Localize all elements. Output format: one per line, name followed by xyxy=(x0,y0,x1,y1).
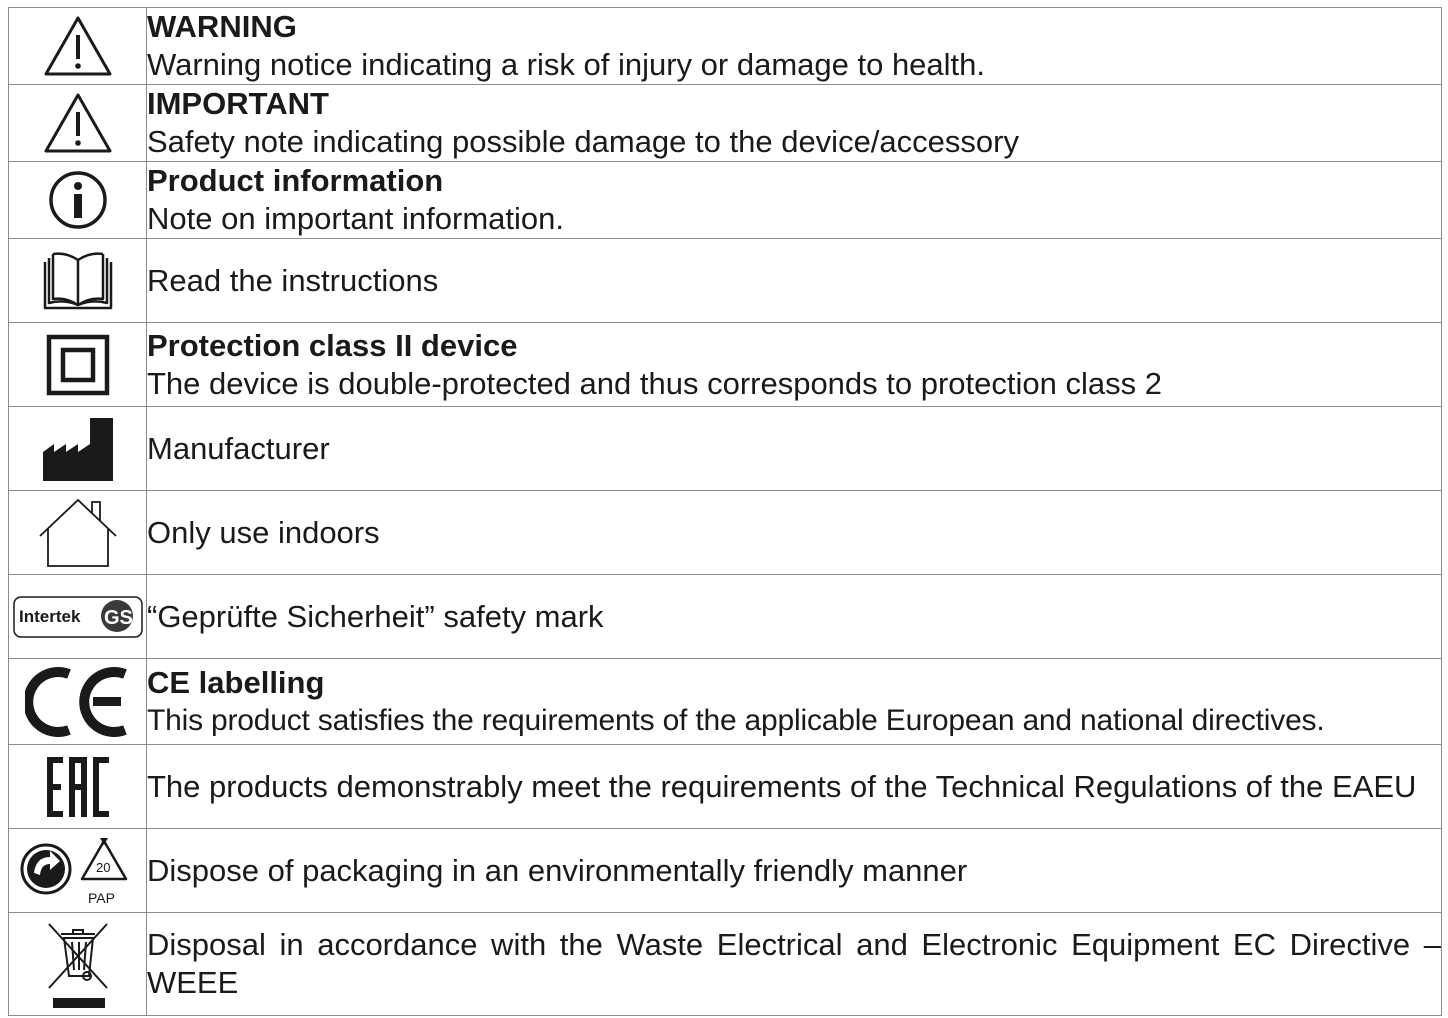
text-cell xyxy=(147,8,1442,85)
gs-label: GS xyxy=(103,606,133,629)
house-icon xyxy=(38,497,118,569)
icon-cell xyxy=(9,575,147,659)
row-description: This product satisfies the requirements of the applicable European and national directives. xyxy=(147,703,1325,737)
row-description: “Geprüfte Sicherheit” safety mark xyxy=(147,598,604,634)
row-title: Product information xyxy=(147,163,444,198)
row-title: CE labelling xyxy=(147,664,325,700)
warning-triangle-icon xyxy=(43,92,113,154)
text-cell xyxy=(147,323,1442,407)
table-row xyxy=(9,659,1442,745)
table-row xyxy=(9,162,1442,239)
text-cell xyxy=(147,913,1442,1016)
intertek-gs-icon xyxy=(13,596,143,638)
table-row xyxy=(9,829,1442,913)
crossed-bin-icon xyxy=(45,918,111,1010)
table-row xyxy=(9,575,1442,659)
warning-triangle-icon xyxy=(43,15,113,77)
table-row xyxy=(9,323,1442,407)
row-description: Read the instructions xyxy=(147,262,439,298)
row-description: Warning notice indicating a risk of injury or damage to health. xyxy=(147,47,986,82)
text-cell xyxy=(147,829,1442,913)
row-description: The products demonstrably meet the requirements of the Technical Regulations of the EAEU xyxy=(147,768,1417,804)
table-row xyxy=(9,8,1442,85)
recycling-icons xyxy=(20,835,136,907)
icon-cell xyxy=(9,8,147,85)
double-square-icon xyxy=(46,334,110,396)
text-cell xyxy=(147,575,1442,659)
row-description: Manufacturer xyxy=(147,430,330,466)
open-book-icon xyxy=(42,250,114,312)
text-cell xyxy=(147,659,1442,745)
row-description: Disposal in accordance with the Waste Electrical and Electronic Equipment EC Directive – WEEE xyxy=(147,927,1441,1000)
eac-mark-icon xyxy=(45,755,111,819)
table-row xyxy=(9,491,1442,575)
icon-cell xyxy=(9,323,147,407)
icon-cell xyxy=(9,162,147,239)
text-cell xyxy=(147,407,1442,491)
icon-cell xyxy=(9,239,147,323)
text-cell xyxy=(147,491,1442,575)
table-row xyxy=(9,913,1442,1016)
row-title: IMPORTANT xyxy=(147,86,329,121)
row-description: Dispose of packaging in an environmentally friendly manner xyxy=(147,852,968,888)
recycle-code: PAP xyxy=(87,889,115,906)
recycle-number: 20 xyxy=(95,859,110,875)
row-description: Only use indoors xyxy=(147,514,380,550)
icon-cell xyxy=(9,85,147,162)
table-row xyxy=(9,407,1442,491)
row-description: Safety note indicating possible damage to the device/accessory xyxy=(147,124,1019,159)
text-cell xyxy=(147,85,1442,162)
icon-cell xyxy=(9,491,147,575)
ce-mark-icon xyxy=(25,666,131,738)
symbols-table xyxy=(8,7,1442,1016)
icon-cell xyxy=(9,407,147,491)
text-cell xyxy=(147,239,1442,323)
row-title: Protection class II device xyxy=(147,327,518,363)
recycle-triangle-icon xyxy=(82,838,126,906)
table-row xyxy=(9,239,1442,323)
table-row xyxy=(9,745,1442,829)
table-row xyxy=(9,85,1442,162)
factory-icon xyxy=(42,416,114,482)
row-description: The device is double-protected and thus corresponds to protection class 2 xyxy=(147,365,1162,401)
row-title: WARNING xyxy=(147,9,297,44)
icon-cell xyxy=(9,913,147,1016)
info-circle-icon xyxy=(47,169,109,231)
row-description: Note on important information. xyxy=(147,201,564,236)
intertek-label: Intertek xyxy=(18,606,80,626)
green-dot-icon xyxy=(22,845,70,893)
icon-cell xyxy=(9,745,147,829)
text-cell xyxy=(147,162,1442,239)
icon-cell xyxy=(9,659,147,745)
icon-cell xyxy=(9,829,147,913)
text-cell xyxy=(147,745,1442,829)
